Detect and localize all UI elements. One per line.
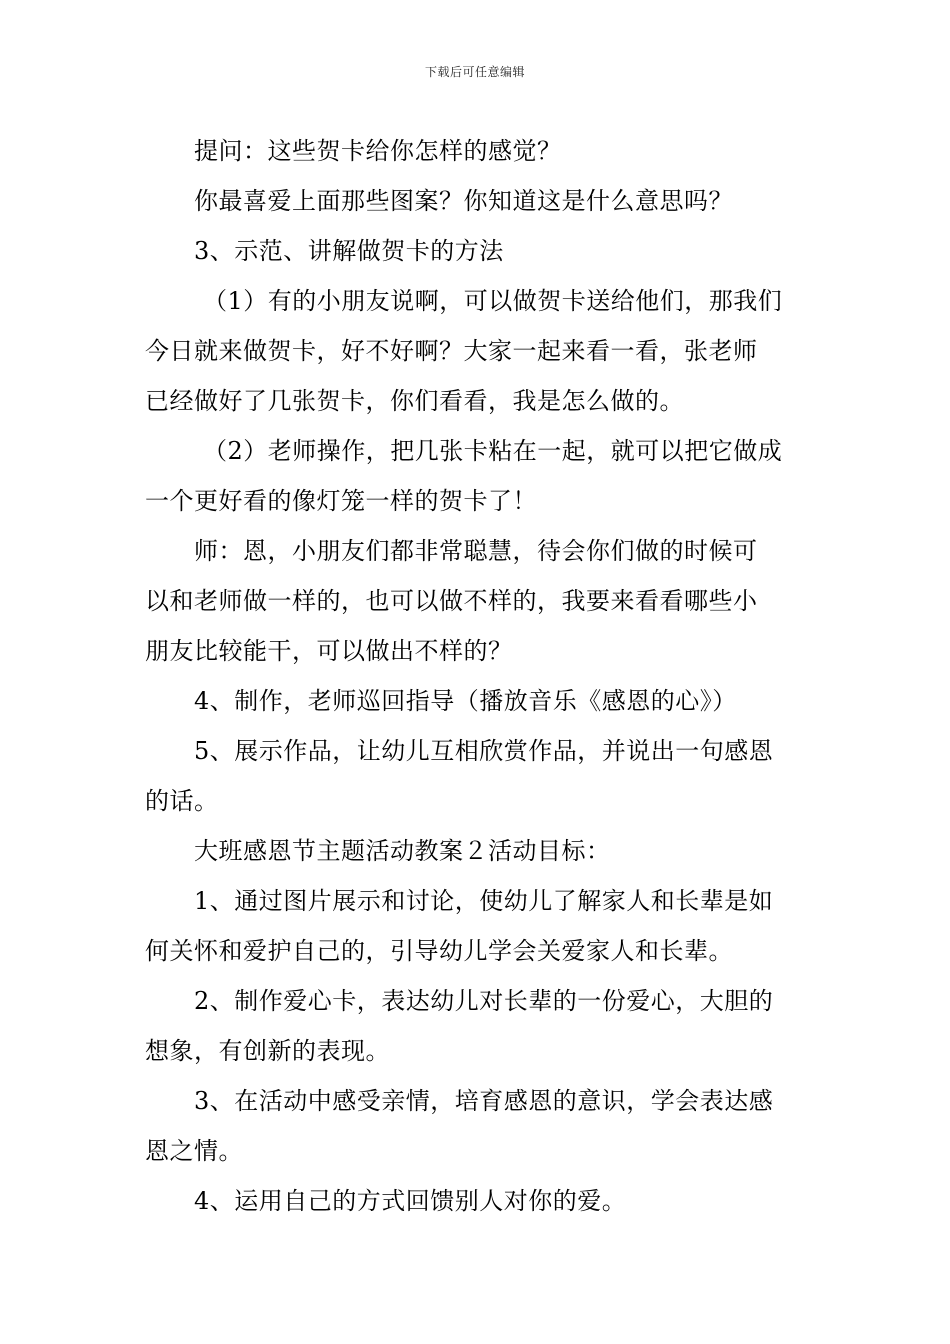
text-line: （1）有的小朋友说啊，可以做贺卡送给他们，那我们 [203,287,783,315]
text-line: 3、在活动中感受亲情，培育感恩的意识，学会表达感 [194,1087,774,1115]
text-line: 朋友比较能干，可以做出不样的？ [145,637,513,665]
text-line: 恩之情。 [145,1137,243,1165]
text-line: 以和老师做一样的，也可以做不样的，我要来看看哪些小 [145,587,758,615]
page-header: 下载后可任意编辑 [424,65,525,79]
text-line: （2）老师操作，把几张卡粘在一起，就可以把它做成 [203,437,783,465]
text-line: 已经做好了几张贺卡，你们看看，我是怎么做的。 [145,387,684,415]
text-line: 5、展示作品，让幼儿互相欣赏作品，并说出一句感恩 [194,737,774,765]
text-line: 2、制作爱心卡，表达幼儿对长辈的一份爱心，大胆的 [194,987,774,1015]
text-line: 的话。 [145,787,219,815]
text-line: 1、通过图片展示和讨论，使幼儿了解家人和长辈是如 [194,887,774,915]
text-line: 师：恩，小朋友们都非常聪慧，待会你们做的时候可 [194,537,758,565]
text-line: 你最喜爱上面那些图案？你知道这是什么意思吗？ [194,187,733,215]
text-line: 想象，有创新的表现。 [145,1037,390,1065]
text-line: 今日就来做贺卡，好不好啊？大家一起来看一看，张老师 [145,337,758,365]
text-line: 大班感恩节主题活动教案２活动目标： [194,837,611,865]
text-line: 提问：这些贺卡给你怎样的感觉？ [194,137,562,165]
document-body [145,126,807,1226]
text-line: 一个更好看的像灯笼一样的贺卡了！ [145,487,537,515]
text-line: 何关怀和爱护自己的，引导幼儿学会关爱家人和长辈。 [145,937,733,965]
text-line: 4、制作，老师巡回指导（播放音乐《感恩的心》） [194,687,737,715]
text-line: 3、示范、讲解做贺卡的方法 [194,237,504,265]
text-line: 4、运用自己的方式回馈别人对你的爱。 [194,1187,627,1215]
